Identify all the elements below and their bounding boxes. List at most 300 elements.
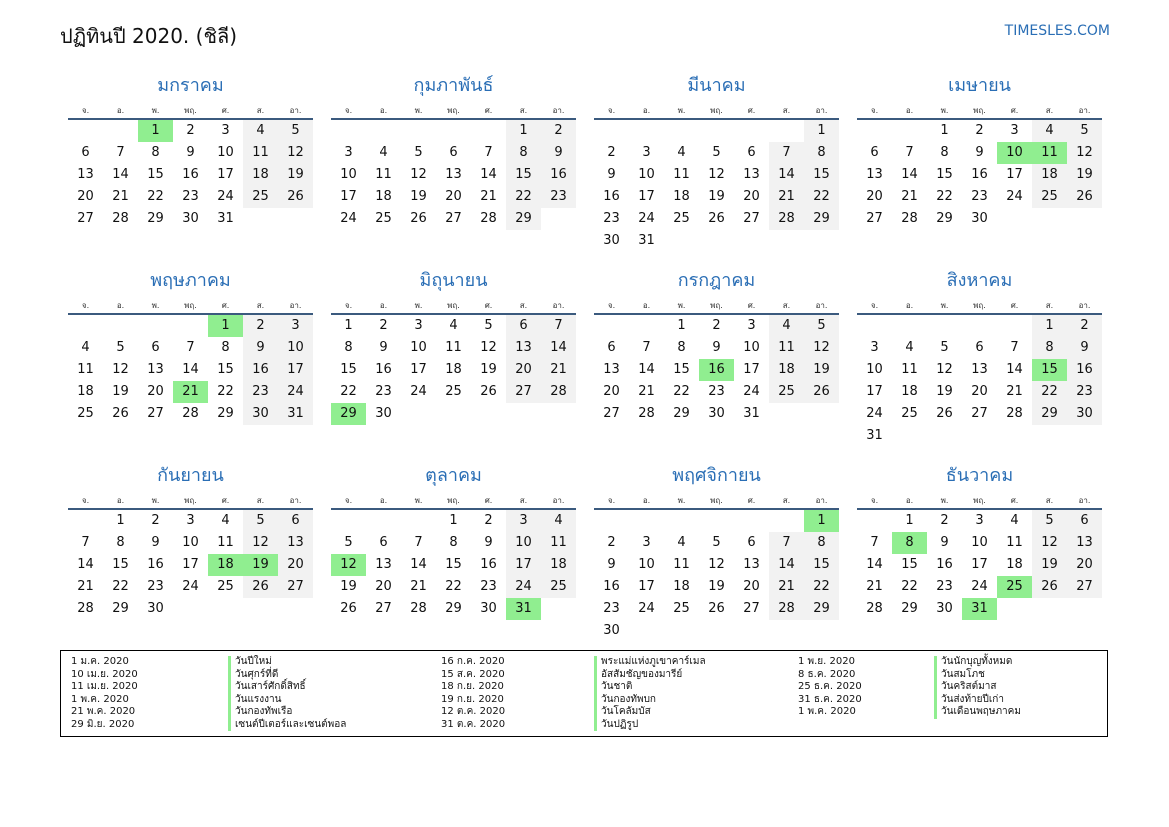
day-cell: 22: [673, 384, 690, 399]
weekday-header: จ.: [344, 301, 353, 310]
day-cell: 10: [971, 535, 988, 550]
weekday-header: อ.: [905, 106, 914, 115]
month-name: พฤศจิกายน: [672, 465, 761, 486]
day-cell: 29: [506, 208, 541, 230]
day-cell: 10: [410, 340, 427, 355]
weekday-header: ส.: [519, 106, 528, 115]
weekday-header: ส.: [256, 106, 265, 115]
day-cell: 4: [449, 318, 458, 333]
day-cell: 30: [603, 233, 620, 248]
holiday-day-cell: 15: [1032, 359, 1067, 381]
day-cell: 2: [607, 535, 616, 550]
day-cell: 15: [445, 557, 462, 572]
day-cell: 1: [677, 318, 686, 333]
day-cell: 22: [217, 384, 234, 399]
day-cell: 26: [112, 406, 129, 421]
day-cell: 8: [116, 535, 125, 550]
weekday-header: ส.: [519, 496, 528, 505]
weekday-header: พฤ.: [973, 106, 986, 115]
day-cell: 28: [638, 406, 655, 421]
day-cell: 3: [344, 145, 353, 160]
day-cell: 27: [506, 381, 541, 403]
day-cell: 23: [541, 186, 576, 208]
day-cell: 18: [445, 362, 462, 377]
day-cell: 23: [1067, 381, 1102, 403]
weekday-header: อา.: [552, 106, 565, 115]
day-cell: 25: [673, 601, 690, 616]
month-name: กันยายน: [157, 465, 224, 486]
weekday-header: ศ.: [221, 301, 230, 310]
day-cell: 4: [677, 145, 686, 160]
weekday-header: จ.: [870, 106, 879, 115]
day-cell: 11: [673, 557, 690, 572]
holiday-day-cell: 8: [892, 532, 927, 554]
month-name: ตุลาคม: [425, 465, 482, 486]
day-cell: 15: [340, 362, 357, 377]
day-cell: 29: [217, 406, 234, 421]
weekday-header: จ.: [870, 496, 879, 505]
weekday-header: จ.: [81, 496, 90, 505]
day-cell: 13: [603, 362, 620, 377]
day-cell: 21: [866, 579, 883, 594]
day-cell: 2: [151, 513, 160, 528]
holiday-date: 19 ก.ย. 2020: [441, 693, 504, 705]
weekday-header: จ.: [81, 301, 90, 310]
holiday-day-cell: 31: [506, 598, 541, 620]
day-cell: 22: [936, 189, 953, 204]
day-cell: 14: [866, 557, 883, 572]
day-cell: 30: [603, 623, 620, 638]
day-cell: 5: [804, 315, 839, 337]
weekday-header: พ.: [940, 106, 949, 115]
month-name: ธันวาคม: [945, 465, 1014, 486]
weekday-header: อา.: [815, 106, 828, 115]
holiday-name: วันชาติ: [594, 681, 632, 694]
day-cell: 23: [971, 189, 988, 204]
day-cell: 6: [506, 315, 541, 337]
day-cell: 19: [804, 359, 839, 381]
day-cell: 15: [112, 557, 129, 572]
day-cell: 1: [116, 513, 125, 528]
day-cell: 3: [642, 145, 651, 160]
day-cell: 5: [116, 340, 125, 355]
day-cell: 3: [870, 340, 879, 355]
day-cell: 5: [484, 318, 493, 333]
weekday-header: พฤ.: [447, 496, 460, 505]
weekday-header: อ.: [379, 106, 388, 115]
day-cell: 28: [866, 601, 883, 616]
holiday-day-cell: 19: [243, 554, 278, 576]
day-cell: 18: [673, 579, 690, 594]
holiday-name: วันเสาร์ศักดิ์สิทธิ์: [228, 681, 306, 694]
day-cell: 1: [1032, 315, 1067, 337]
day-cell: 24: [743, 384, 760, 399]
day-cell: 24: [217, 189, 234, 204]
weekday-header: อ.: [905, 301, 914, 310]
weekday-header: ส.: [782, 301, 791, 310]
day-cell: 26: [480, 384, 497, 399]
holiday-date: 25 ธ.ค. 2020: [798, 681, 862, 692]
day-cell: 11: [243, 142, 278, 164]
day-cell: 7: [541, 315, 576, 337]
day-cell: 25: [1032, 186, 1067, 208]
day-cell: 5: [1067, 120, 1102, 142]
day-cell: 7: [81, 535, 90, 550]
day-cell: 29: [804, 208, 839, 230]
day-cell: 17: [278, 359, 313, 381]
weekday-header: พ.: [414, 301, 423, 310]
day-cell: 20: [506, 359, 541, 381]
day-cell: 18: [77, 384, 94, 399]
day-cell: 9: [541, 142, 576, 164]
day-cell: 26: [708, 211, 725, 226]
day-cell: 24: [866, 406, 883, 421]
day-cell: 11: [541, 532, 576, 554]
header-rule: [594, 118, 839, 120]
day-cell: 30: [708, 406, 725, 421]
day-cell: 16: [147, 557, 164, 572]
day-cell: 20: [77, 189, 94, 204]
day-cell: 3: [186, 513, 195, 528]
day-cell: 2: [186, 123, 195, 138]
site-link[interactable]: TIMESLES.COM: [1004, 23, 1110, 39]
day-cell: 9: [1067, 337, 1102, 359]
weekday-header: ส.: [519, 301, 528, 310]
day-cell: 12: [708, 557, 725, 572]
day-cell: 28: [769, 208, 804, 230]
day-cell: 29: [804, 598, 839, 620]
day-cell: 21: [541, 359, 576, 381]
day-cell: 25: [243, 186, 278, 208]
weekday-header: อา.: [289, 106, 302, 115]
day-cell: 8: [221, 340, 230, 355]
day-cell: 9: [151, 535, 160, 550]
holiday-name: เซนต์ปีเตอร์และเซนต์พอล: [228, 719, 346, 732]
day-cell: 25: [375, 211, 392, 226]
day-cell: 9: [607, 557, 616, 572]
day-cell: 8: [506, 142, 541, 164]
month-name: กุมภาพันธ์: [413, 75, 494, 96]
day-cell: 30: [182, 211, 199, 226]
day-cell: 29: [445, 601, 462, 616]
day-cell: 24: [340, 211, 357, 226]
weekday-header: พฤ.: [710, 106, 723, 115]
weekday-header: อา.: [1078, 106, 1091, 115]
weekday-header: ศ.: [484, 301, 493, 310]
month-block: [331, 460, 576, 650]
day-cell: 2: [975, 123, 984, 138]
holiday-date: 21 พ.ค. 2020: [71, 706, 136, 717]
weekday-header: พฤ.: [184, 106, 197, 115]
weekday-header: พ.: [414, 496, 423, 505]
day-cell: 5: [243, 510, 278, 532]
month-block: [68, 460, 313, 650]
weekday-header: ส.: [1045, 301, 1054, 310]
day-cell: 10: [278, 337, 313, 359]
day-cell: 5: [344, 535, 353, 550]
day-cell: 4: [677, 535, 686, 550]
day-cell: 25: [541, 576, 576, 598]
day-cell: 24: [182, 579, 199, 594]
day-cell: 2: [1067, 315, 1102, 337]
day-cell: 31: [866, 428, 883, 443]
day-cell: 29: [112, 601, 129, 616]
holiday-day-cell: 31: [962, 598, 997, 620]
day-cell: 17: [506, 554, 541, 576]
day-cell: 22: [112, 579, 129, 594]
month-block: [857, 460, 1102, 650]
weekday-header: จ.: [81, 106, 90, 115]
weekday-header: ศ.: [1010, 301, 1019, 310]
day-cell: 21: [769, 576, 804, 598]
holiday-day-cell: 1: [208, 315, 243, 337]
month-name: กรกฎาคม: [677, 270, 756, 291]
day-cell: 29: [936, 211, 953, 226]
day-cell: 9: [186, 145, 195, 160]
day-cell: 26: [410, 211, 427, 226]
day-cell: 14: [182, 362, 199, 377]
day-cell: 22: [147, 189, 164, 204]
weekday-header: อา.: [815, 301, 828, 310]
day-cell: 18: [673, 189, 690, 204]
weekday-header: พฤ.: [710, 496, 723, 505]
day-cell: 18: [243, 164, 278, 186]
day-cell: 8: [804, 142, 839, 164]
day-cell: 26: [936, 406, 953, 421]
weekday-header: พฤ.: [184, 496, 197, 505]
day-cell: 21: [1006, 384, 1023, 399]
day-cell: 6: [379, 535, 388, 550]
day-cell: 8: [344, 340, 353, 355]
holiday-date: 1 ม.ค. 2020: [71, 656, 129, 667]
weekday-header: พ.: [414, 106, 423, 115]
day-cell: 26: [804, 381, 839, 403]
day-cell: 27: [971, 406, 988, 421]
day-cell: 14: [480, 167, 497, 182]
day-cell: 30: [147, 601, 164, 616]
day-cell: 10: [866, 362, 883, 377]
day-cell: 13: [375, 557, 392, 572]
day-cell: 25: [445, 384, 462, 399]
day-cell: 1: [905, 513, 914, 528]
weekday-header: พ.: [940, 301, 949, 310]
day-cell: 15: [804, 164, 839, 186]
day-cell: 27: [445, 211, 462, 226]
day-cell: 12: [410, 167, 427, 182]
day-cell: 28: [901, 211, 918, 226]
day-cell: 24: [638, 601, 655, 616]
day-cell: 26: [1067, 186, 1102, 208]
weekday-header: พ.: [151, 106, 160, 115]
day-cell: 10: [638, 557, 655, 572]
day-cell: 11: [769, 337, 804, 359]
day-cell: 29: [673, 406, 690, 421]
day-cell: 27: [147, 406, 164, 421]
weekday-header: อ.: [642, 301, 651, 310]
day-cell: 15: [936, 167, 953, 182]
day-cell: 19: [1032, 554, 1067, 576]
day-cell: 1: [344, 318, 353, 333]
weekday-header: ศ.: [747, 496, 756, 505]
day-cell: 14: [769, 164, 804, 186]
weekday-header: อ.: [379, 301, 388, 310]
day-cell: 12: [936, 362, 953, 377]
day-cell: 5: [1032, 510, 1067, 532]
month-name: มีนาคม: [687, 75, 746, 96]
day-cell: 13: [866, 167, 883, 182]
day-cell: 8: [449, 535, 458, 550]
day-cell: 14: [901, 167, 918, 182]
day-cell: 27: [743, 601, 760, 616]
month-block: [594, 265, 839, 455]
day-cell: 28: [1006, 406, 1023, 421]
day-cell: 22: [804, 186, 839, 208]
day-cell: 13: [743, 167, 760, 182]
holiday-day-cell: 1: [804, 510, 839, 532]
day-cell: 20: [1067, 554, 1102, 576]
day-cell: 12: [480, 340, 497, 355]
month-name: สิงหาคม: [946, 270, 1013, 291]
day-cell: 30: [375, 406, 392, 421]
day-cell: 17: [1006, 167, 1023, 182]
day-cell: 2: [379, 318, 388, 333]
day-cell: 9: [607, 167, 616, 182]
holiday-day-cell: 16: [699, 359, 734, 381]
weekday-header: อา.: [1078, 301, 1091, 310]
day-cell: 3: [506, 510, 541, 532]
day-cell: 26: [1032, 576, 1067, 598]
holiday-date: 31 ต.ค. 2020: [441, 718, 506, 730]
weekday-header: พฤ.: [447, 301, 460, 310]
day-cell: 12: [278, 142, 313, 164]
holiday-day-cell: 12: [331, 554, 366, 576]
day-cell: 16: [375, 362, 392, 377]
day-cell: 31: [638, 233, 655, 248]
day-cell: 24: [410, 384, 427, 399]
month-block: [331, 70, 576, 260]
day-cell: 17: [638, 579, 655, 594]
month-name: เมษายน: [948, 75, 1011, 96]
day-cell: 28: [77, 601, 94, 616]
day-cell: 22: [901, 579, 918, 594]
day-cell: 11: [1006, 535, 1023, 550]
weekday-header: พฤ.: [710, 301, 723, 310]
day-cell: 13: [445, 167, 462, 182]
month-block: [331, 265, 576, 455]
weekday-header: อ.: [642, 496, 651, 505]
day-cell: 4: [541, 510, 576, 532]
day-cell: 12: [112, 362, 129, 377]
weekday-header: ส.: [1045, 106, 1054, 115]
day-cell: 15: [217, 362, 234, 377]
holiday-date: 1 พ.ค. 2020: [71, 693, 129, 705]
holiday-day-cell: 1: [138, 120, 173, 142]
day-cell: 17: [182, 557, 199, 572]
day-cell: 9: [379, 340, 388, 355]
day-cell: 26: [278, 186, 313, 208]
month-block: [68, 70, 313, 260]
day-cell: 23: [603, 601, 620, 616]
day-cell: 13: [971, 362, 988, 377]
day-cell: 23: [375, 384, 392, 399]
day-cell: 15: [506, 164, 541, 186]
holiday-day-cell: 25: [997, 576, 1032, 598]
day-cell: 5: [414, 145, 423, 160]
weekday-header: อา.: [552, 301, 565, 310]
day-cell: 10: [182, 535, 199, 550]
holiday-day-cell: 18: [208, 554, 243, 576]
day-cell: 12: [804, 337, 839, 359]
day-cell: 22: [445, 579, 462, 594]
day-cell: 20: [971, 384, 988, 399]
weekday-header: อ.: [642, 106, 651, 115]
day-cell: 6: [747, 145, 756, 160]
holiday-date: 10 เม.ย. 2020: [71, 668, 138, 680]
weekday-header: อ.: [116, 106, 125, 115]
day-cell: 17: [638, 189, 655, 204]
day-cell: 20: [375, 579, 392, 594]
day-cell: 27: [278, 576, 313, 598]
day-cell: 20: [147, 384, 164, 399]
weekday-header: พฤ.: [973, 496, 986, 505]
day-cell: 31: [278, 403, 313, 425]
weekday-header: ส.: [256, 301, 265, 310]
day-cell: 4: [221, 513, 230, 528]
day-cell: 18: [541, 554, 576, 576]
day-cell: 1: [506, 120, 541, 142]
day-cell: 16: [936, 557, 953, 572]
day-cell: 6: [151, 340, 160, 355]
day-cell: 20: [278, 554, 313, 576]
day-cell: 11: [375, 167, 392, 182]
weekday-header: พ.: [151, 301, 160, 310]
day-cell: 26: [708, 601, 725, 616]
day-cell: 16: [182, 167, 199, 182]
holiday-date: 8 ธ.ค. 2020: [798, 668, 856, 680]
day-cell: 12: [708, 167, 725, 182]
day-cell: 4: [1032, 120, 1067, 142]
day-cell: 4: [379, 145, 388, 160]
day-cell: 1: [940, 123, 949, 138]
day-cell: 23: [708, 384, 725, 399]
holiday-date: 12 ต.ค. 2020: [441, 706, 506, 717]
day-cell: 15: [673, 362, 690, 377]
weekday-header: อ.: [116, 301, 125, 310]
day-cell: 23: [936, 579, 953, 594]
day-cell: 16: [603, 579, 620, 594]
day-cell: 21: [901, 189, 918, 204]
day-cell: 28: [182, 406, 199, 421]
holiday-day-cell: 11: [1032, 142, 1067, 164]
weekday-header: อ.: [116, 496, 125, 505]
day-cell: 7: [484, 145, 493, 160]
day-cell: 7: [186, 340, 195, 355]
day-cell: 27: [77, 211, 94, 226]
day-cell: 2: [541, 120, 576, 142]
day-cell: 7: [769, 142, 804, 164]
day-cell: 30: [480, 601, 497, 616]
day-cell: 9: [243, 337, 278, 359]
day-cell: 10: [638, 167, 655, 182]
day-cell: 8: [1032, 337, 1067, 359]
day-cell: 21: [480, 189, 497, 204]
holiday-name: วันคริสต์มาส: [934, 681, 996, 694]
weekday-header: ศ.: [221, 496, 230, 505]
day-cell: 16: [480, 557, 497, 572]
day-cell: 23: [182, 189, 199, 204]
day-cell: 16: [603, 189, 620, 204]
holiday-date: 29 มิ.ย. 2020: [71, 718, 135, 730]
